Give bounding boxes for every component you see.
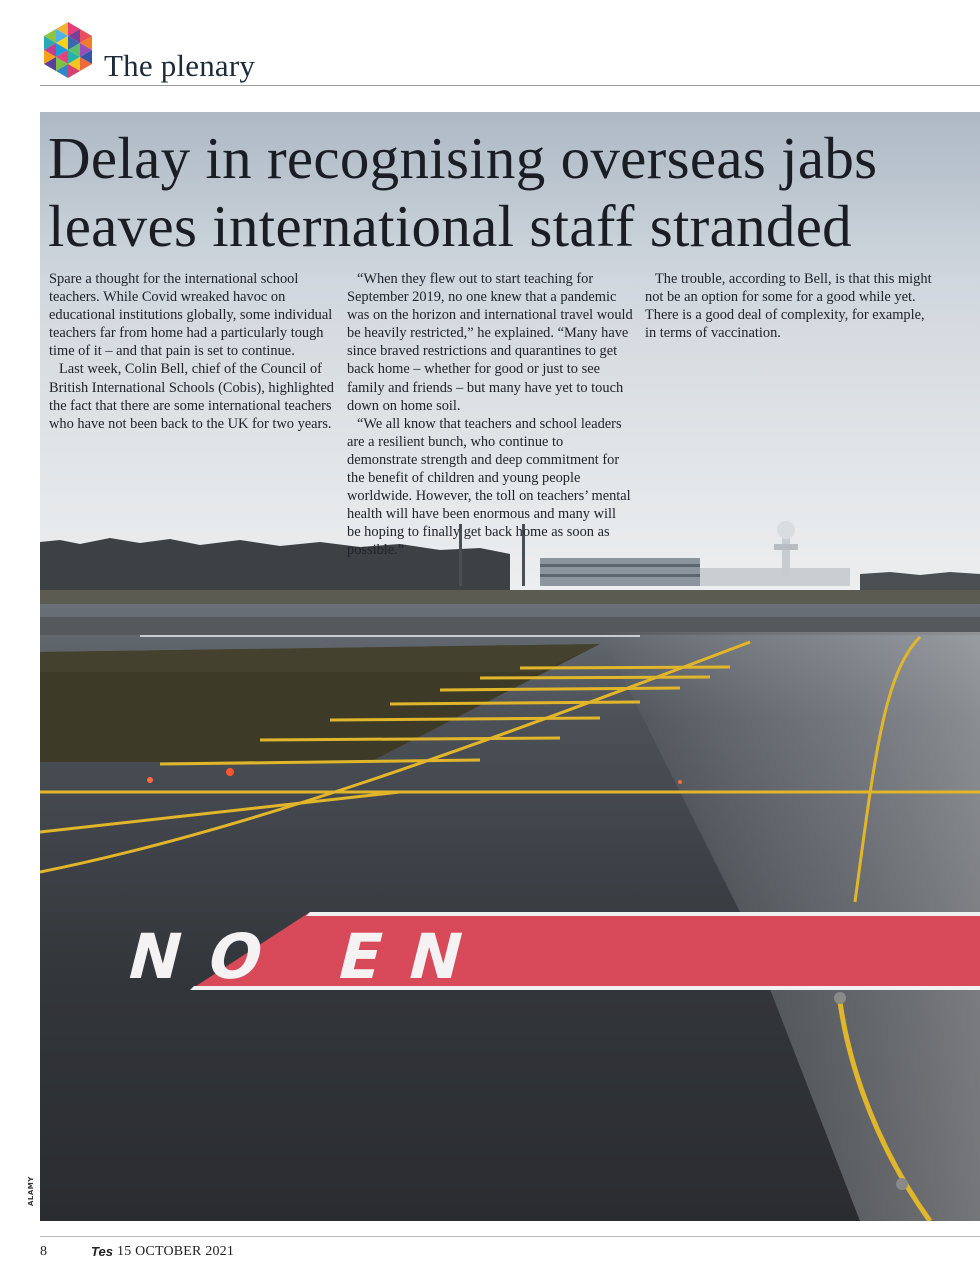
tes-triangle-mosaic-icon [40, 20, 96, 80]
body-column-2 [347, 270, 633, 560]
runway-marking-text: NO EN [120, 920, 499, 993]
header-divider [40, 85, 980, 86]
body-paragraph-3: “When they flew out to start teaching for September 2019, no one knew that a pandemic was on the horizon and international travel would be heavily restricted,” he explained. “Many have since braved restrictions and quarantines to get back home – whether for good or just to see family and friends – but many have yet to touch down on home soil. [347, 271, 633, 414]
headline-line-1: Delay in recognising overseas jabs [48, 125, 878, 191]
body-paragraph-1: Spare a thought for the international school teachers. While Covid wreaked havoc on educational institutions globally, some individual teachers far from home had a particularly tough time of it – and that pain is set to continue. [49, 271, 333, 360]
page-header [40, 18, 980, 86]
body-paragraph-2: Last week, Colin Bell, chief of the Council of British International Schools (Cobis), highlighted the fact that there are some international teachers who have not been back to the UK for two years. [49, 361, 334, 432]
issue-date: 15 OCTOBER 2021 [117, 1244, 235, 1259]
body-paragraph-5: The trouble, according to Bell, is that this might not be an option for some for a good while yet. There is a good deal of complexity, for example, in terms of vaccination. [645, 271, 932, 342]
footer-divider [40, 1236, 980, 1237]
body-paragraph-4: “We all know that teachers and school leaders are a resilient bunch, who continue to demonstrate strength and deep commitment for the benefit of children and young people worldwide. However, the toll on teachers’ mental health will have been enormous and many will be hoping to finally get back home as soon as possible.” [347, 415, 631, 559]
page-number: 8 [40, 1244, 47, 1259]
section-title: The plenary [104, 48, 256, 83]
body-column-3 [645, 270, 933, 342]
article-headline [48, 124, 968, 260]
headline-line-2: leaves international staff stranded [48, 193, 852, 259]
publication-name: Tes [91, 1244, 113, 1259]
photo-credit: ALAMY [27, 1176, 35, 1206]
body-column-1 [49, 270, 335, 433]
